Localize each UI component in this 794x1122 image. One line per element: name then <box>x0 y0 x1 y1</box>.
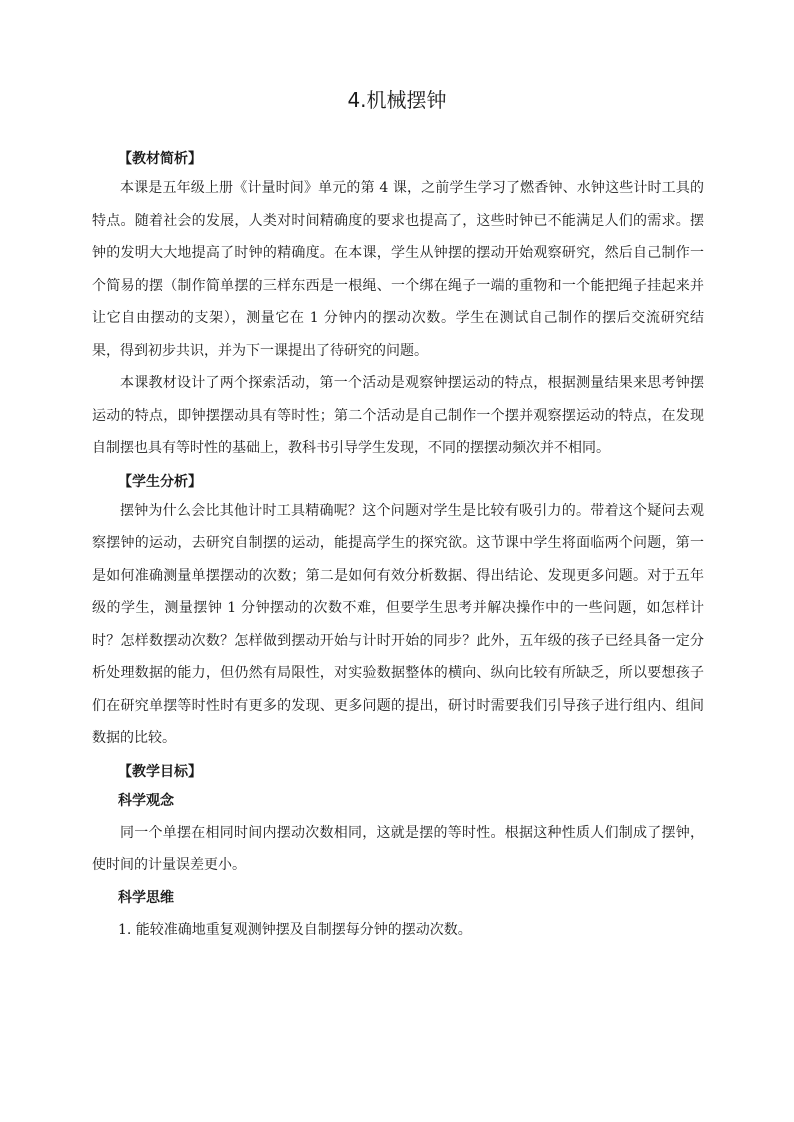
paragraph-textbook-analysis-2: 本课教材设计了两个探索活动，第一个活动是观察钟摆运动的特点，根据测量结果来思考钟摆运动的特点，即钟摆摆动具有等时性；第二个活动是自己制作一个摆并观察摆运动的特点，在发现自制摆也具有等时性的基础上，教科书引导学生发现，不同的摆摆动频次并不相同。 <box>92 375 704 456</box>
paragraph-textbook-analysis-1: 本课是五年级上册《计量时间》单元的第 4 课，之前学生学习了燃香钟、水钟这些计时工具的特点。随着社会的发展，人类对时间精确度的要求也提高了，这些时钟已不能满足人们的需求。摆钟的发明大大地提高了时钟的精确度。在本课，学生从钟摆的摆动开始观察研究，然后自己制作一个简易的摆（制作简单摆的三样东西是一根绳、一个绑在绳子一端的重物和一个能把绳子挂起来并让它自由摆动的支架），测量它在 1 分钟内的摆动次数。学生在测试自己制作的摆后交流研究结果，得到初步共识，并为下一课提出了待研究的问题。 <box>92 180 704 359</box>
subheading-scientific-concept: 科学观念 <box>118 792 174 809</box>
paragraph-scientific-concept: 同一个单摆在相同时间内摆动次数相同，这就是摆的等时性。根据这种性质人们制成了摆钟，使时间的计量误差更小。 <box>92 824 704 873</box>
list-item-scientific-thinking-1: 1. 能较准确地重复观测钟摆及自制摆每分钟的摆动次数。 <box>118 921 472 938</box>
document-title: 4.机械摆钟 <box>347 88 447 112</box>
paragraph-student-analysis: 摆钟为什么会比其他计时工具精确呢？这个问题对学生是比较有吸引力的。带着这个疑问去观察摆钟的运动，去研究自制摆的运动，能提高学生的探究欲。这节课中学生将面临两个问题，第一是如何准确测量单摆摆动的次数；第二是如何有效分析数据、得出结论、发现更多问题。对于五年级的学生，测量摆钟 1 分钟摆动的次数不难，但要学生思考并解决操作中的一些问题，如怎样计时？怎样数摆动次数？怎样做到摆动开始与计时开始的同步？此外，五年级的孩子已经具备一定分析处理数据的能力，但仍然有局限性，对实验数据整体的横向、纵向比较有所缺乏，所以要想孩子们在研究单摆等时性时有更多的发现、更多问题的提出，研讨时需要我们引导孩子进行组内、组间数据的比较。 <box>92 502 704 746</box>
section-heading-textbook-analysis: 【教材简析】 <box>118 151 202 167</box>
subheading-scientific-thinking: 科学思维 <box>118 889 174 906</box>
document-body <box>92 146 704 946</box>
section-heading-teaching-goals: 【教学目标】 <box>118 763 202 780</box>
section-heading-student-analysis: 【学生分析】 <box>118 473 202 490</box>
